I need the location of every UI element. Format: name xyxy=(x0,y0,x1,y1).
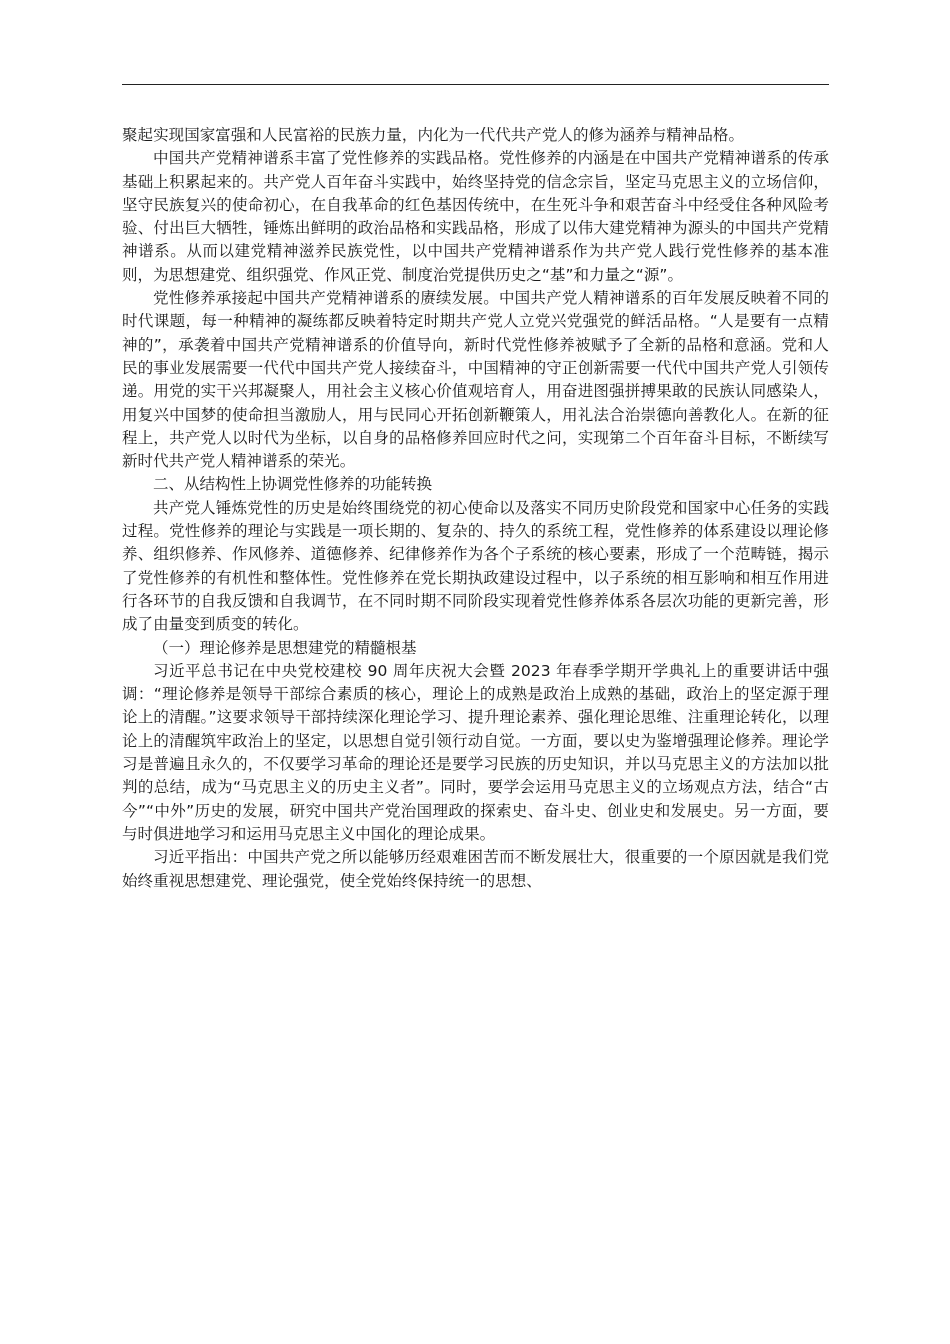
paragraph-structure: 共产党人锤炼党性的历史是始终围绕党的初心使命以及落实不同历史阶段党和国家中心任务的实践过程。党性修养的理论与实践是一项长期的、复杂的、持久的系统工程，党性修养的体系建设以理论修养、组织修养、作风修养、道德修养、纪律修养作为各个子系统的核心要素，形成了一个范畴链，揭示了党性修养的有机性和整体性。党性修养在党长期执政建设过程中，以子系统的相互影响和相互作用进行各环节的自我反馈和自我调节，在不同时期不同阶段实现着党性修养体系各层次功能的更新完善，形成了由量变到质变的转化。 xyxy=(122,498,829,634)
paragraph-xi-quote: 习近平指出：中国共产党之所以能够历经艰难困苦而不断发展壮大，很重要的一个原因就是我们党始终重视思想建党、理论强党，使全党始终保持统一的思想、 xyxy=(122,848,829,890)
header-rule xyxy=(122,84,829,85)
paragraph-spirit-lineage: 中国共产党精神谱系丰富了党性修养的实践品格。党性修养的内涵是在中国共产党精神谱系的传承基础上积累起来的。共产党人百年奋斗实践中，始终坚持党的信念宗旨，坚定马克思主义的立场信仰，坚守民族复兴的使命初心，在自我革命的红色基因传统中，在生死斗争和艰苦奋斗中经受住各种风险考验、付出巨大牺牲，锤炼出鲜明的政治品格和实践品格，形成了以伟大建党精神为源头的中国共产党精神谱系。从而以建党精神滋养民族党性，以中国共产党精神谱系作为共产党人践行党性修养的基本准则，为思想建党、组织强党、作风正党、制度治党提供历史之“基”和力量之“源”。 xyxy=(122,149,829,284)
paragraph-party-cultivation: 党性修养承接起中国共产党精神谱系的赓续发展。中国共产党人精神谱系的百年发展反映着不同的时代课题，每一种精神的凝练都反映着特定时期共产党人立党兴党强党的鲜活品格。“人是要有一点精神的”，承袭着中国共产党精神谱系的价值导向，新时代党性修养被赋予了全新的品格和意涵。党和人民的事业发展需要一代代中国共产党人接续奋斗，中国精神的守正创新需要一代代中国共产党人引领传递。用党的实干兴邦凝聚人，用社会主义核心价值观培育人，用奋进图强拼搏果敢的民族认同感染人，用复兴中国梦的使命担当激励人，用与民同心开拓创新鞭策人，用礼法合治崇德向善教化人。在新的征程上，共产党人以时代为坐标，以自身的品格修养回应时代之问，实现第二个百年奋斗目标，不断续写新时代共产党人精神谱系的荣光。 xyxy=(122,289,829,471)
paragraph-theory: 习近平总书记在中央党校建校 90 周年庆祝大会暨 2023 年春季学期开学典礼上的重要讲话中强调：“理论修养是领导干部综合素质的核心，理论上的成熟是政治上成熟的基础，政治上的坚定源于理论上的清醒。”这要求领导干部持续深化理论学习、提升理论素养、强化理论思维、注重理论转化，以理论上的清醒筑牢政治上的坚定，以思想自觉引领行动自觉。一方面，要以史为鉴增强理论修养。理论学习是普遍且永久的，不仅要学习革命的理论还是要学习民族的历史知识，并以马克思主义的方法加以批判的总结，成为“马克思主义的历史主义者”。同时，要学会运用马克思主义的立场观点方法，结合“古今”“中外”历史的发展，研究中国共产党治国理政的探索史、奋斗史、创业史和发展史。另一方面，要与时俱进地学习和运用马克思主义中国化的理论成果。 xyxy=(122,661,829,843)
paragraph-continuation: 聚起实现国家富强和人民富裕的民族力量，内化为一代代共产党人的修为涵养与精神品格。 xyxy=(122,126,745,144)
section-heading: 二、从结构性上协调党性修养的功能转换 xyxy=(153,475,433,494)
subsection-heading: （一）理论修养是思想建党的精髓根基 xyxy=(153,638,417,657)
body-text xyxy=(122,124,829,893)
